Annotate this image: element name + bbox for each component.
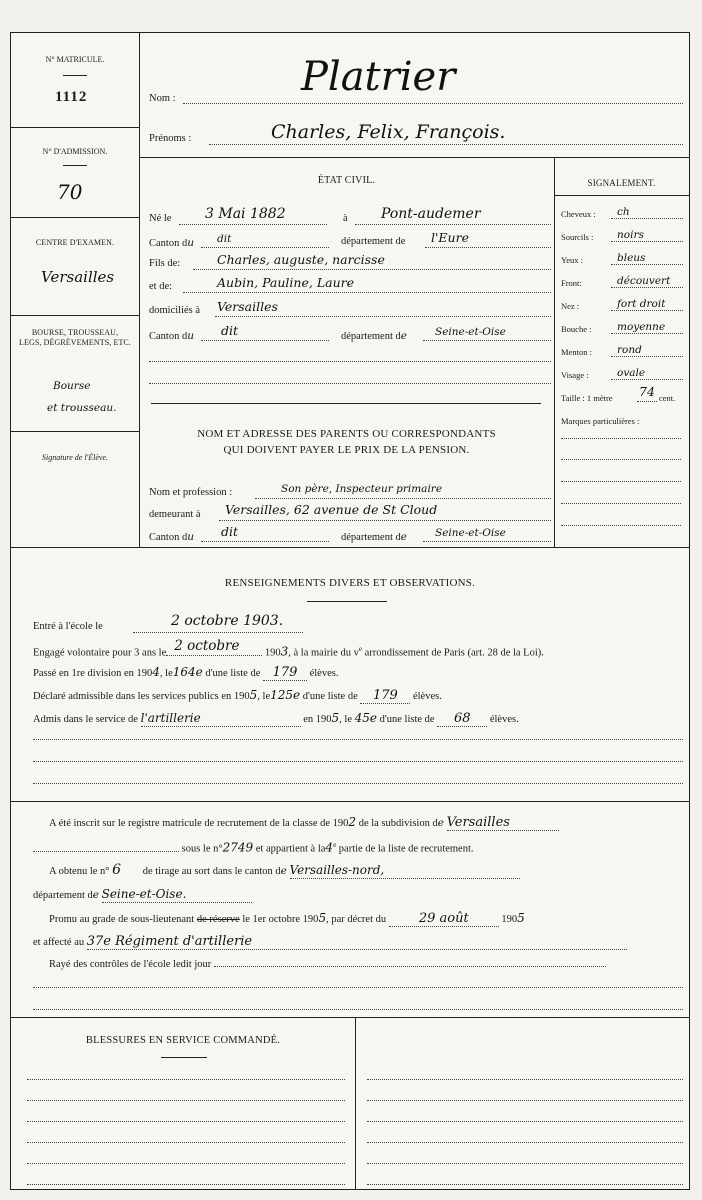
canton-suffix: u <box>187 237 194 249</box>
admission-rule <box>63 165 87 166</box>
declare-value-3: 179 <box>372 688 398 703</box>
blessures-right-line <box>367 1184 683 1185</box>
taille-line <box>637 401 657 402</box>
parents-dept-label: département de <box>341 531 407 543</box>
prenoms-line <box>209 144 683 145</box>
a-line <box>355 224 551 225</box>
blessures-right-line <box>367 1121 683 1122</box>
signature-label: Signature de l'Élève. <box>41 453 109 462</box>
marques-line-5 <box>561 525 681 526</box>
raye-line: Rayé des contrôles de l'école ledit jour <box>49 959 606 971</box>
fils-label: Fils de: <box>149 258 181 269</box>
blessures-left-line <box>27 1079 345 1080</box>
ne-le-label: Né le <box>149 213 172 224</box>
recrut-dept-suffix: e <box>92 889 99 901</box>
left-rule-1 <box>11 127 139 128</box>
et-de-value: Aubin, Pauline, Laure <box>217 275 354 290</box>
canton2-value: dit <box>221 323 239 338</box>
passe-value-3: 179 <box>272 665 298 680</box>
marques-line-2 <box>561 459 681 460</box>
signalement-value: fort droit <box>617 298 666 310</box>
etat-blank-line-1 <box>149 361 551 362</box>
domicilies-value: Versailles <box>217 299 278 314</box>
admis-line: Admis dans le service de l'artillerie en 1905, le 45e d'une liste de 68 élèves. <box>33 711 519 726</box>
fils-value: Charles, auguste, narcisse <box>217 252 385 267</box>
centre-label: CENTRE D'EXAMEN. <box>35 238 115 247</box>
etat-civil-title: ÉTAT CIVIL. <box>317 175 376 186</box>
promu-value-3: 5 <box>517 911 525 925</box>
domicilies-label: domiciliés à <box>149 305 201 316</box>
passe-value-2: 164e <box>172 665 203 679</box>
parents-dept-line <box>423 541 551 542</box>
blessures-title-rule <box>161 1057 207 1058</box>
ne-le-line <box>179 224 327 225</box>
renseignements-blank-1 <box>33 739 683 740</box>
register-sheet <box>10 32 690 1190</box>
dept-value: l'Eure <box>431 230 469 245</box>
a-value: Pont-audemer <box>381 206 481 222</box>
signalement-label: Front: <box>561 278 582 288</box>
recrutement-blank-1 <box>33 987 683 988</box>
blessures-right-line <box>367 1163 683 1164</box>
obtenu-value-1: 6 <box>112 862 122 878</box>
dept2-suffix: e <box>400 330 407 342</box>
blessures-left-line <box>27 1121 345 1122</box>
dept2-line <box>423 340 551 341</box>
admis-value-2: 5 <box>331 711 340 725</box>
middle-section-rule <box>11 801 689 802</box>
bourse-label-1: BOURSE, TROUSSEAU, <box>31 328 119 337</box>
signalement-title-rule <box>554 195 689 196</box>
taille-label: Taille : 1 mètre <box>561 393 613 403</box>
blessures-right-line <box>367 1100 683 1101</box>
obtenu-suffix: e <box>280 865 287 877</box>
signalement-divider <box>554 157 555 547</box>
blessures-title: BLESSURES EN SERVICE COMMANDÉ. <box>85 1035 281 1046</box>
signalement-value: découvert <box>617 275 671 287</box>
renseignements-title: RENSEIGNEMENTS DIVERS ET OBSERVATIONS. <box>224 577 476 589</box>
matricule-rule <box>63 75 87 76</box>
ne-le-value: 3 Mai 1882 <box>205 206 286 222</box>
passe-value-1: 4 <box>152 665 160 679</box>
obtenu-line: A obtenu le n° 6 de tirage au sort dans le canton de Versailles-nord, <box>49 863 520 879</box>
signalement-label: Cheveux : <box>561 209 596 219</box>
left-column-divider <box>139 33 140 547</box>
parents-title-2: QUI DOIVENT PAYER LE PRIX DE LA PENSION. <box>223 444 470 456</box>
lower-section-rule <box>11 1017 689 1018</box>
signalement-value: ovale <box>617 367 646 379</box>
recrut-dept-value: Seine-et-Oise. <box>101 887 187 901</box>
passe-line: Passé en 1re division en 1904, le164e d'une liste de 179 élèves. <box>33 665 339 680</box>
prenoms-label: Prénoms : <box>149 133 192 144</box>
bourse-label-2: LEGS, DÉGRÈVEMENTS, ETC. <box>19 338 131 347</box>
signalement-label: Nez : <box>561 301 580 311</box>
inscrit-suffix: e <box>437 817 444 829</box>
renseignements-blank-3 <box>33 783 683 784</box>
canton2-line <box>201 340 329 341</box>
engage-value-1: 2 octobre <box>174 637 240 654</box>
admission-label: N° D'ADMISSION. <box>42 147 108 156</box>
a-label: à <box>343 213 348 224</box>
declare-line: Déclaré admissible dans les services publics en 1905, le125e d'une liste de 179 élèves. <box>33 688 442 703</box>
nom-prof-value: Son père, Inspecteur primaire <box>281 483 443 495</box>
fils-line <box>193 269 551 270</box>
et-de-label: et de: <box>149 281 173 292</box>
parents-canton-value: dit <box>221 524 239 539</box>
signalement-label: Yeux : <box>561 255 584 265</box>
inscrit-value-1: 2 <box>348 815 357 829</box>
demeurant-value: Versailles, 62 avenue de St Cloud <box>225 502 438 517</box>
admis-value-1: l'artillerie <box>140 711 201 725</box>
entre-line <box>133 632 303 633</box>
engage-value-2: 3 <box>280 644 289 659</box>
matricule-value: 1112 <box>55 89 88 105</box>
nom-line <box>183 103 683 104</box>
promu-line: Promu au grade de sous-lieutenant de réserve le 1er octobre 1905, par décret du 29 août 1905 <box>49 911 525 926</box>
marques-line-3 <box>561 481 681 482</box>
entre-label: Entré à l'école le <box>33 621 103 632</box>
left-rule-2 <box>11 217 139 218</box>
blessures-divider <box>355 1017 356 1189</box>
domicilies-line <box>215 316 551 317</box>
signalement-value: moyenne <box>617 321 666 333</box>
dept-label: département de <box>341 236 406 247</box>
entre-value: 2 octobre 1903. <box>171 613 284 629</box>
taille-unit: cent. <box>659 393 676 403</box>
dept2-label: département de <box>341 330 407 342</box>
signalement-label: Bouche : <box>561 324 592 334</box>
affecte-value: 37e Régiment d'artillerie <box>86 934 253 949</box>
blessures-left-line <box>27 1142 345 1143</box>
bourse-value-1: Bourse <box>53 380 91 392</box>
declare-value-1: 5 <box>249 688 258 702</box>
left-rule-3 <box>11 315 139 316</box>
engage-line: Engagé volontaire pour 3 ans le 2 octobre 1903, à la mairie du $v^e$ arrondissement de Paris (art. 28 de la Loi). <box>33 637 544 659</box>
nom-prof-line <box>255 498 551 499</box>
identity-bottom-rule <box>139 157 689 158</box>
renseignements-blank-2 <box>33 761 683 762</box>
blessures-right-line <box>367 1079 683 1080</box>
admis-value-3: 45e <box>354 711 377 725</box>
obtenu-value-2: Versailles-nord, <box>289 863 385 877</box>
sous-value-2: 4 <box>325 840 334 855</box>
parents-dept-suffix: e <box>400 531 407 543</box>
sous-line: sous le n°2749 et appartient à la4e partie de la liste de recrutement. <box>33 839 473 856</box>
canton2-suffix: u <box>187 330 194 342</box>
canton-value: dit <box>217 233 232 245</box>
left-rule-4 <box>11 431 139 432</box>
canton-line <box>201 247 329 248</box>
nom-label: Nom : <box>149 93 176 104</box>
blessures-left-line <box>27 1163 345 1164</box>
signalement-label: Sourcils : <box>561 232 594 242</box>
inscrit-value-2: Versailles <box>446 815 510 830</box>
nom-value: Platrier <box>301 54 456 100</box>
et-de-line <box>183 292 551 293</box>
parents-canton-line <box>201 541 329 542</box>
demeurant-line <box>219 520 551 521</box>
nom-prof-label: Nom et profession : <box>149 487 233 498</box>
admis-value-4: 68 <box>453 711 471 726</box>
parents-canton-suffix: u <box>187 531 194 543</box>
taille-value: 74 <box>639 384 655 399</box>
canton2-label: Canton du <box>149 330 194 342</box>
etat-blank-line-2 <box>149 383 551 384</box>
blessures-left-line <box>27 1184 345 1185</box>
affecte-line: et affecté au 37e Régiment d'artillerie <box>33 935 627 950</box>
dept2-value: Seine-et-Oise <box>435 326 506 338</box>
parents-title-1: NOM ET ADRESSE DES PARENTS OU CORRESPONDANTS <box>197 428 496 440</box>
sous-value-1: 2749 <box>222 840 254 855</box>
promu-value-1: 5 <box>318 911 327 925</box>
parents-dept-value: Seine-et-Oise <box>435 527 506 539</box>
signalement-label: Visage : <box>561 370 589 380</box>
signalement-label: Menton : <box>561 347 592 357</box>
signalement-value: ch <box>617 206 630 218</box>
signalement-title: SIGNALEMENT. <box>587 178 656 188</box>
centre-value: Versailles <box>41 268 115 286</box>
blessures-left-line <box>27 1100 345 1101</box>
recrutement-blank-2 <box>33 1009 683 1010</box>
canton-label: Canton du <box>149 237 194 249</box>
dept-line <box>425 247 551 248</box>
recrut-dept-line: département de Seine-et-Oise. <box>33 887 252 903</box>
inscrit-line: A été inscrit sur le registre matricule de recrutement de la classe de 1902 de la subdivision de Versailles <box>49 815 559 831</box>
prenoms-value: Charles, Felix, François. <box>271 121 506 143</box>
promu-struck: de réserve <box>196 914 240 925</box>
blessures-right-line <box>367 1142 683 1143</box>
demeurant-label: demeurant à <box>149 509 201 520</box>
marques-line-4 <box>561 503 681 504</box>
declare-value-2: 125e <box>270 688 301 702</box>
etat-civil-bottom-rule <box>151 403 541 404</box>
signalement-value: noirs <box>617 229 644 241</box>
upper-section-rule <box>11 547 689 548</box>
parents-canton-label: Canton du <box>149 531 194 543</box>
matricule-label: N° MATRICULE. <box>45 55 105 64</box>
marques-label: Marques particulières : <box>561 416 640 426</box>
promu-value-2: 29 août <box>418 911 469 926</box>
signalement-value: rond <box>617 344 642 356</box>
bourse-value-2: et trousseau. <box>47 402 117 414</box>
marques-line-1 <box>561 438 681 439</box>
admission-value: 70 <box>57 180 83 204</box>
signalement-value: bleus <box>617 252 646 264</box>
renseignements-title-rule <box>307 601 387 602</box>
